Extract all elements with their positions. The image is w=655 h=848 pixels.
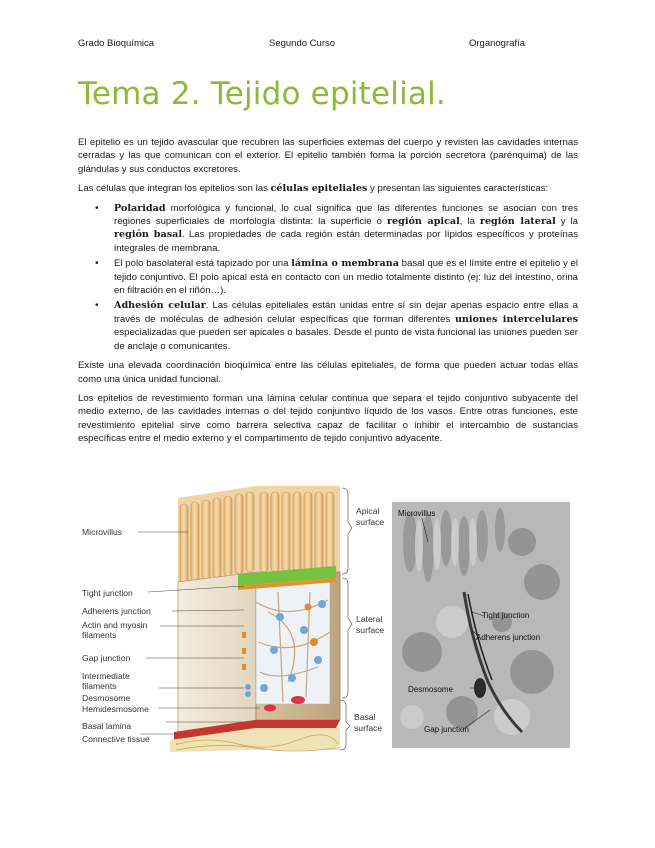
svg-text:Gap junction: Gap junction: [424, 725, 469, 734]
characteristics-list: [78, 202, 578, 353]
svg-text:Basal lamina: Basal lamina: [82, 721, 132, 731]
page-header: [78, 38, 578, 52]
epithelial-cell-diagram: [78, 482, 384, 756]
svg-text:Basal: Basal: [354, 712, 376, 722]
svg-text:Apical: Apical: [356, 506, 380, 516]
svg-text:filaments: filaments: [82, 630, 117, 640]
svg-text:Desmosome: Desmosome: [82, 693, 131, 703]
svg-text:Lateral: Lateral: [356, 614, 383, 624]
svg-text:Microvillus: Microvillus: [398, 509, 436, 518]
list-item-polarity: • Polaridad morfológica y funcional, lo cual significa que las diferentes funciones se asocian con tres regiones superficiales de morfología distinta: la superficie o región apical, la región lateral y la región basal. Las propiedades de cada región están determinadas por lípidos específicos y proteínas integrales de membrana.: [114, 202, 578, 256]
svg-text:Adherens junction: Adherens junction: [82, 606, 151, 616]
cell-bodies-illustration: [178, 566, 340, 732]
header-year: Segundo Curso: [269, 38, 336, 49]
list-item-basal-lamina: • El polo basolateral está tapizado por una lámina o membrana basal que es el límite entre el epitelio y el tejido conjuntivo. El polo apical está en contacto con un medio totalmente distinto (ej: luz del intestino, orina en filtración en el riñón…).: [114, 257, 578, 297]
svg-text:Gap junction: Gap junction: [82, 653, 131, 663]
svg-text:Tight junction: Tight junction: [482, 611, 530, 620]
svg-text:filaments: filaments: [82, 681, 117, 691]
svg-text:Adherens junction: Adherens junction: [476, 633, 541, 642]
svg-text:surface: surface: [356, 517, 384, 527]
list-item-adhesion: • Adhesión celular. Las células epiteliales están unidas entre sí sin dejar apenas espacio entre ellas a través de moléculas de adhesión celular específicas que forman diferentes uniones intercelulares especializadas que pueden ser apicales o basales. Desde el punto de vista funcional las uniones pueden ser de anclaje o comunicantes.: [114, 299, 578, 353]
svg-text:surface: surface: [354, 723, 383, 733]
paragraph-intro: El epitelio es un tejido avascular que recubren las superficies externas del cuerpo y revisten las cavidades internas cerradas y las que comunican con el exterior. El epitelio también forma la porción secretora (parénquima) de las glándulas y sus conductos excretores.: [78, 137, 578, 175]
svg-text:Intermediate: Intermediate: [82, 671, 130, 681]
paragraph-lining: Los epitelios de revestimiento forman una lámina celular continua que separa el tejido conjuntivo subyacente del medio externo, de las cavidades internas o del tejido conjuntivo líquido de los vasos. Entre otras funciones, este revestimiento epitelial sirve como barrera selectiva capaz de facilitar o inhibir el intercambio de sustancias específicas entre el medio externo y el compartimento de tejido conjuntivo adyacente.: [78, 392, 578, 445]
paragraph-characteristics: Las células que integran los epitelios son las células epiteliales y presentan las siguientes características:: [78, 183, 549, 195]
svg-text:Connective tissue: Connective tissue: [82, 734, 150, 744]
page-title: Tema 2. Tejido epitelial.: [78, 76, 446, 112]
svg-text:Tight junction: Tight junction: [82, 588, 133, 598]
header-subject: Organografía: [469, 38, 525, 49]
svg-text:Hemidesmosome: Hemidesmosome: [82, 704, 149, 714]
electron-micrograph: [392, 502, 570, 748]
svg-text:Microvillus: Microvillus: [82, 527, 123, 537]
header-course: Grado Bioquímica: [78, 38, 155, 49]
paragraph-coordination: Existe una elevada coordinación bioquímica entre las células epiteliales, de forma que pueden actuar todas ellas como una única unidad funcional.: [78, 360, 578, 385]
svg-text:Actin and myosin: Actin and myosin: [82, 620, 148, 630]
document-body: [78, 136, 578, 452]
svg-text:Desmosome: Desmosome: [408, 685, 453, 694]
svg-text:surface: surface: [356, 625, 384, 635]
